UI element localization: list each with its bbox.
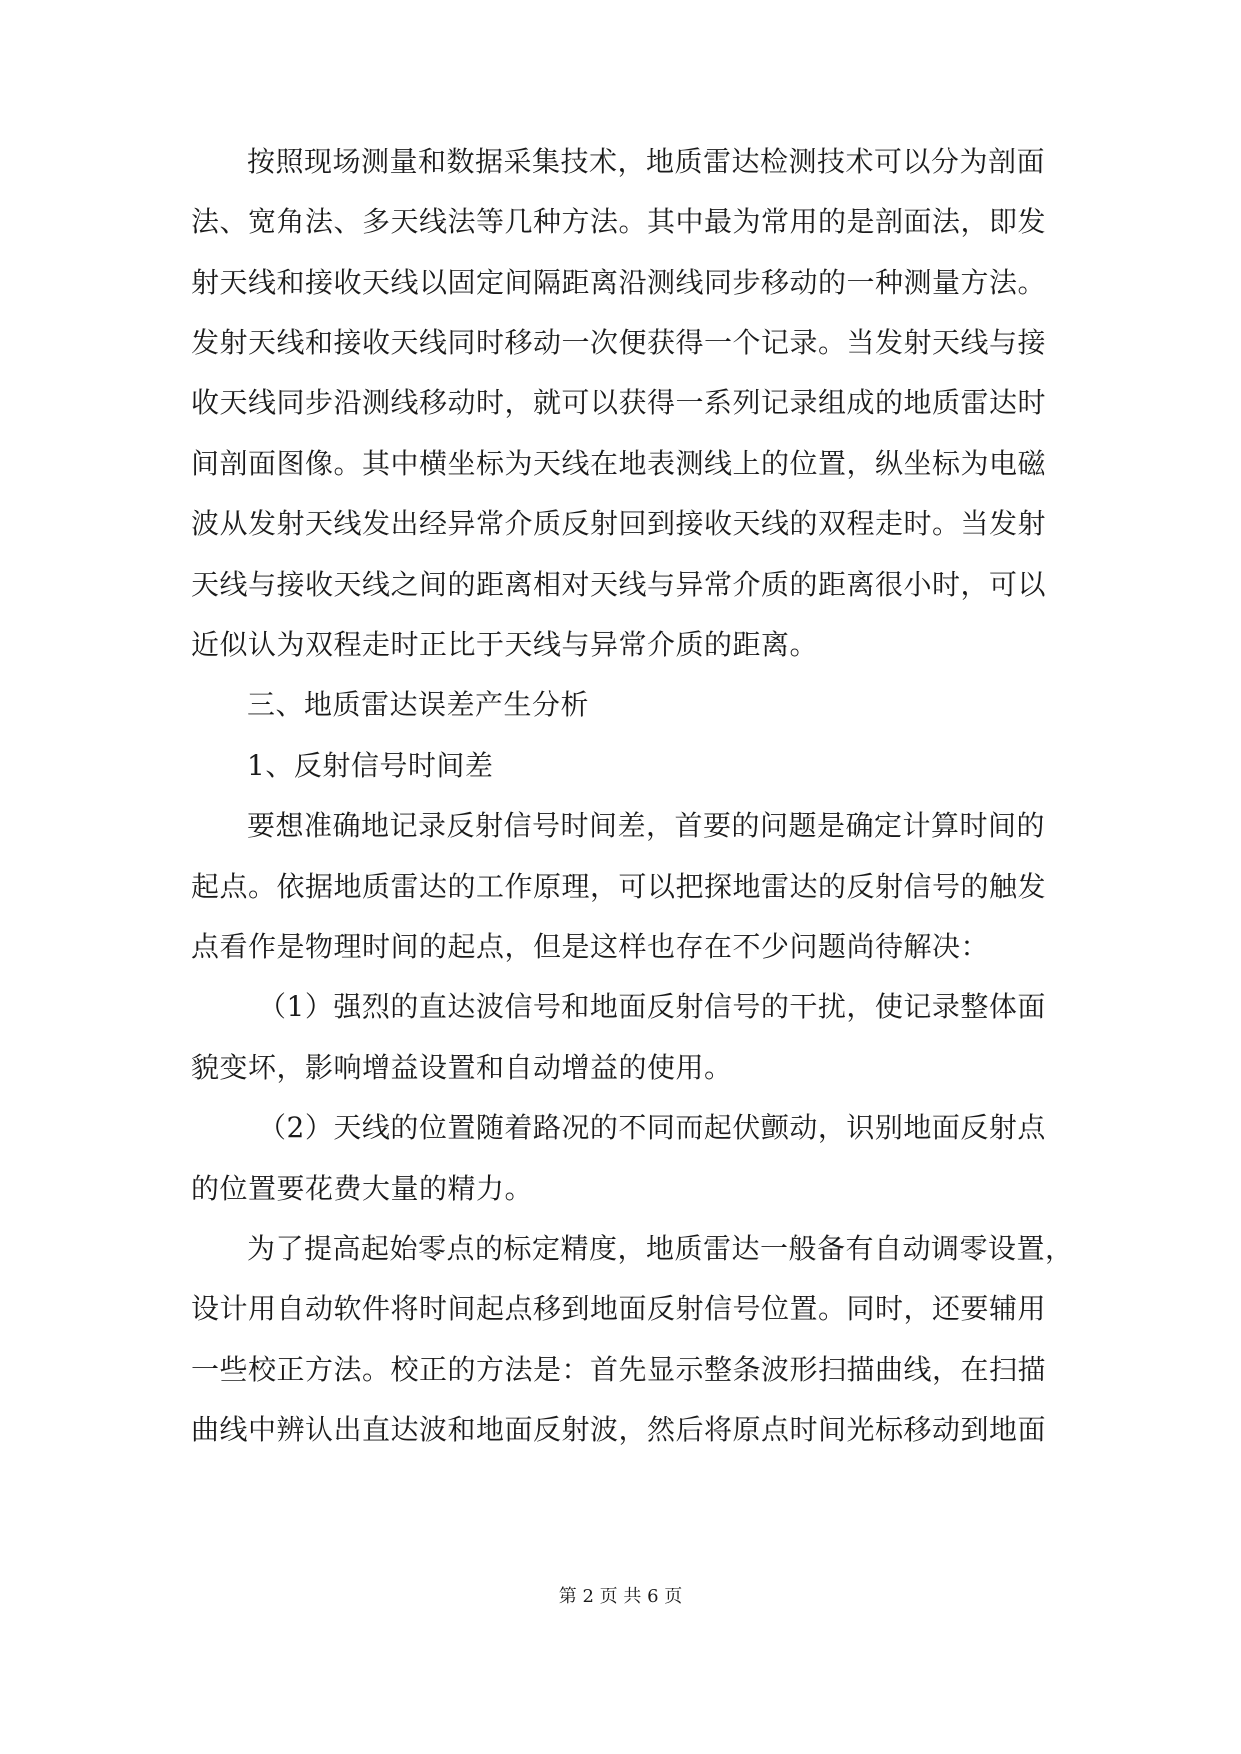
paragraph-line: 发射天线和接收天线同时移动一次便获得一个记录。当发射天线与接: [191, 326, 1047, 359]
paragraph-line: 要想准确地记录反射信号时间差，首要的问题是确定计算时间的: [247, 809, 1046, 842]
paragraph-line: 近似认为双程走时正比于天线与异常介质的距离。: [191, 628, 819, 661]
paragraph-line: 为了提高起始零点的标定精度，地质雷达一般备有自动调零设置，: [247, 1232, 1074, 1265]
paragraph-line: 点看作是物理时间的起点，但是这样也存在不少问题尚待解决：: [191, 930, 990, 963]
paragraph-line: 射天线和接收天线以固定间隔距离沿测线同步移动的一种测量方法。: [191, 266, 1047, 299]
paragraph-line: 法、宽角法、多天线法等几种方法。其中最为常用的是剖面法，即发: [191, 205, 1047, 238]
paragraph-line: 起点。依据地质雷达的工作原理，可以把探地雷达的反射信号的触发: [191, 870, 1047, 903]
paragraph-line: 天线与接收天线之间的距离相对天线与异常介质的距离很小时，可以: [191, 568, 1047, 601]
paragraph-line: 波从发射天线发出经异常介质反射回到接收天线的双程走时。当发射: [191, 507, 1047, 540]
paragraph-line: 设计用自动软件将时间起点移到地面反射信号位置。同时，还要辅用: [191, 1292, 1047, 1325]
paragraph-line: 曲线中辨认出直达波和地面反射波，然后将原点时间光标移动到地面: [191, 1413, 1047, 1446]
paragraph-line: 按照现场测量和数据采集技术，地质雷达检测技术可以分为剖面: [247, 145, 1046, 178]
paragraph-line: 收天线同步沿测线移动时，就可以获得一系列记录组成的地质雷达时: [191, 386, 1047, 419]
paragraph-line: 间剖面图像。其中横坐标为天线在地表测线上的位置，纵坐标为电磁: [191, 447, 1047, 480]
list-item-line: （2）天线的位置随着路况的不同而起伏颤动，识别地面反射点: [258, 1111, 1046, 1144]
paragraph-line: 一些校正方法。校正的方法是：首先显示整条波形扫描曲线，在扫描: [191, 1353, 1047, 1386]
list-item-line: 的位置要花费大量的精力。: [191, 1172, 534, 1205]
list-item-line: （1）强烈的直达波信号和地面反射信号的干扰，使记录整体面: [258, 990, 1046, 1023]
section-heading: 三、地质雷达误差产生分析: [247, 688, 590, 721]
page-footer: 第 2 页 共 6 页: [558, 1586, 683, 1607]
subsection-heading: 1、反射信号时间差: [247, 749, 494, 782]
list-item-line: 貌变坏，影响增益设置和自动增益的使用。: [191, 1051, 733, 1084]
